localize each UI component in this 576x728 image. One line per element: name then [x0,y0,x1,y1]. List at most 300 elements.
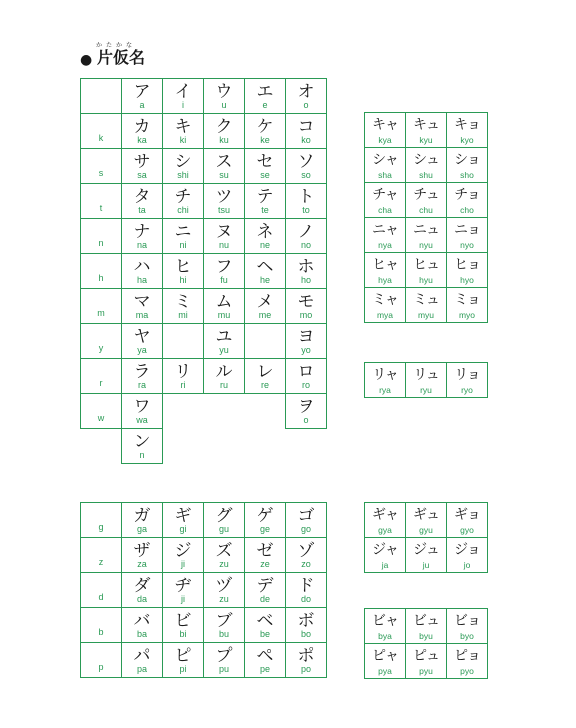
heading-furigana: かたかな [96,42,137,49]
kana-cell [162,253,204,289]
kana-glyph: ギョ [454,507,480,523]
kana-cell [285,642,327,678]
yoon-cell [405,112,447,148]
romaji-label: no [300,240,311,250]
kana-glyph: ミャ [372,292,398,308]
kana-cell [121,288,163,324]
romaji-label: kyu [419,135,433,145]
kana-glyph: ゼ [256,541,274,561]
romaji-label: o [303,100,309,110]
kana-glyph: エ [256,82,274,102]
romaji-label: u [221,100,227,110]
romaji-label: pe [259,664,270,674]
romaji-label: ja [381,560,389,570]
romaji-label: mi [178,310,188,320]
kana-glyph: グ [215,506,233,526]
kana-cell [285,253,327,289]
yoon-cell [446,362,488,398]
kana-glyph: セ [256,152,274,172]
kana-glyph: ユ [215,327,233,347]
kana-glyph: ギュ [413,507,439,523]
kana-glyph: ラ [133,362,151,382]
kana-glyph: ビャ [372,613,398,629]
kana-glyph: ド [297,576,315,596]
kana-glyph: タ [133,187,151,207]
kana-glyph: ピュ [413,648,439,664]
kana-glyph: シュ [413,152,439,168]
romaji-label: shi [177,170,189,180]
row-label: k [80,113,122,149]
row-label: s [80,148,122,184]
kana-cell [203,358,245,394]
yoon-cell [364,362,406,398]
kana-cell [121,323,163,359]
kana-cell [203,218,245,254]
romaji-label: te [261,205,269,215]
kana-glyph: ジャ [372,542,398,558]
romaji-label: nyo [460,240,474,250]
kana-glyph: ロ [297,362,315,382]
romaji-label: hi [179,275,187,285]
romaji-label: chi [177,205,189,215]
row-label: h [80,253,122,289]
yoon-cell [364,608,406,644]
kana-glyph: ギ [174,506,192,526]
kana-cell [285,78,327,114]
yoon-cell [446,147,488,183]
kana-cell [203,572,245,608]
romaji-label: ba [136,629,147,639]
kana-glyph: ピャ [372,648,398,664]
romaji-label: hyu [419,275,433,285]
kana-glyph: チャ [372,187,398,203]
kana-cell [285,393,327,429]
romaji-label: ho [300,275,311,285]
kana-glyph: チュ [413,187,439,203]
romaji-label: ya [137,345,147,355]
kana-cell [162,358,204,394]
kana-cell [244,113,286,149]
kana-glyph: ヨ [297,327,315,347]
kana-cell [203,183,245,219]
kana-cell [285,288,327,324]
kana-cell [244,218,286,254]
romaji-label: a [139,100,145,110]
kana-glyph: パ [133,646,151,666]
yoon-cell [364,643,406,679]
romaji-label: pa [136,664,147,674]
kana-cell [162,642,204,678]
yoon-cell [364,502,406,538]
kana-glyph: プ [215,646,233,666]
yoon-cell [446,217,488,253]
kana-glyph: ヒョ [454,257,480,273]
romaji-label: da [136,594,147,604]
yoon-cell [364,252,406,288]
yoon-cell [364,217,406,253]
kana-glyph: チ [174,187,192,207]
kana-glyph: ポ [297,646,315,666]
kana-glyph: リャ [372,367,398,383]
romaji-label: ze [260,559,270,569]
page-title: 片仮名 [97,48,146,67]
row-label: t [80,183,122,219]
kana-cell [244,358,286,394]
romaji-label: yu [219,345,229,355]
romaji-label: ro [301,380,310,390]
kana-glyph: ウ [215,82,233,102]
kana-glyph: ヂ [174,576,192,596]
romaji-label: ryu [420,385,432,395]
yoon-cell [364,287,406,323]
kana-glyph: ビョ [454,613,480,629]
kana-cell [162,148,204,184]
kana-glyph: ブ [215,611,233,631]
kana-cell [203,502,245,538]
row-label [80,78,122,114]
romaji-label: be [259,629,270,639]
kana-cell [162,218,204,254]
romaji-label: ku [219,135,229,145]
romaji-label: sho [460,170,474,180]
kana-glyph: ニュ [413,222,439,238]
kana-glyph: ダ [133,576,151,596]
yoon-cell [405,252,447,288]
kana-glyph: ショ [454,152,480,168]
bullet-icon: ● [80,52,93,68]
kana-cell [203,607,245,643]
romaji-label: yo [301,345,311,355]
kana-cell [244,148,286,184]
yoon-cell [405,537,447,573]
kana-glyph: サ [133,152,151,172]
romaji-label: hya [378,275,392,285]
yoon-cell [364,182,406,218]
kana-cell [285,148,327,184]
kana-cell [162,113,204,149]
romaji-label: wa [136,415,148,425]
kana-glyph: ザ [133,541,151,561]
kana-glyph: ム [215,292,233,312]
yoon-cell [446,252,488,288]
kana-glyph: バ [133,611,151,631]
kana-cell [121,393,163,429]
kana-glyph: ゲ [256,506,274,526]
row-label: p [80,642,122,678]
kana-cell [203,537,245,573]
row-label: b [80,607,122,643]
yoon-cell [405,287,447,323]
kana-cell [121,148,163,184]
kana-cell [285,607,327,643]
romaji-label: pi [179,664,187,674]
kana-cell [121,502,163,538]
kana-cell [244,502,286,538]
kana-glyph: ヤ [133,327,151,347]
romaji-label: he [259,275,270,285]
romaji-label: gya [378,525,392,535]
yoon-cell [446,112,488,148]
romaji-label: mu [217,310,231,320]
kana-cell [121,358,163,394]
yoon-cell [405,643,447,679]
kana-glyph: レ [256,362,274,382]
yoon-cell [446,537,488,573]
kana-cell [162,572,204,608]
row-label: d [80,572,122,608]
yoon-cell [405,147,447,183]
kana-cell [121,428,163,464]
romaji-label: ma [135,310,149,320]
kana-glyph: シ [174,152,192,172]
kana-cell [162,183,204,219]
kana-glyph: マ [133,292,151,312]
romaji-label: ko [301,135,311,145]
yoon-cell [446,287,488,323]
kana-glyph: ケ [256,117,274,137]
kana-glyph: ジュ [413,542,439,558]
romaji-label: gu [218,524,229,534]
kana-glyph: ジ [174,541,192,561]
kana-cell [121,183,163,219]
yoon-cell [364,537,406,573]
kana-glyph: ボ [297,611,315,631]
kana-glyph: ペ [256,646,274,666]
yoon-cell [446,608,488,644]
romaji-label: zu [219,559,229,569]
kana-cell [121,113,163,149]
romaji-label: ka [137,135,147,145]
romaji-label: shu [419,170,433,180]
romaji-label: na [136,240,147,250]
row-label: n [80,218,122,254]
romaji-label: ra [137,380,146,390]
row-label: y [80,323,122,359]
kana-cell [162,537,204,573]
romaji-label: ge [259,524,270,534]
romaji-label: myu [417,310,435,320]
romaji-label: sha [378,170,392,180]
romaji-label: pu [218,664,229,674]
yoon-cell [405,608,447,644]
romaji-label: bu [218,629,229,639]
kana-cell [244,78,286,114]
kana-glyph: ヲ [297,397,315,417]
kana-glyph: ノ [297,222,315,242]
romaji-label: ju [422,560,430,570]
kana-glyph: ク [215,117,233,137]
romaji-label: pya [378,666,392,676]
kana-glyph: リョ [454,367,480,383]
romaji-label: su [219,170,229,180]
yoon-cell [405,502,447,538]
kana-glyph: フ [215,257,233,277]
kana-glyph: ハ [133,257,151,277]
kana-glyph: ジョ [454,542,480,558]
romaji-label: rya [379,385,391,395]
romaji-label: mya [376,310,394,320]
romaji-label: tsu [217,205,230,215]
romaji-label: kyo [460,135,474,145]
kana-cell [121,253,163,289]
romaji-label: bo [300,629,311,639]
kana-glyph: ガ [133,506,151,526]
romaji-label: myo [458,310,476,320]
kana-glyph: ニ [174,222,192,242]
romaji-label: byo [460,631,474,641]
kana-cell [162,607,204,643]
kana-glyph: テ [256,187,274,207]
kana-cell [162,78,204,114]
romaji-label: fu [220,275,228,285]
kana-cell [203,323,245,359]
romaji-label: jo [463,560,471,570]
kana-glyph: ホ [297,257,315,277]
romaji-label: so [301,170,311,180]
kana-glyph: ニャ [372,222,398,238]
kana-cell [285,183,327,219]
kana-glyph: ツ [215,187,233,207]
kana-glyph: モ [297,292,315,312]
romaji-label: bya [378,631,392,641]
row-label: r [80,358,122,394]
romaji-label: do [300,594,311,604]
romaji-label: ri [180,380,186,390]
romaji-label: za [137,559,147,569]
kana-glyph: ソ [297,152,315,172]
romaji-label: cho [460,205,474,215]
kana-cell [244,253,286,289]
romaji-label: zu [219,594,229,604]
kana-cell [121,642,163,678]
romaji-label: to [302,205,310,215]
kana-glyph: カ [133,117,151,137]
row-label: z [80,537,122,573]
kana-cell [203,253,245,289]
romaji-label: pyo [460,666,474,676]
kana-cell [203,642,245,678]
romaji-label: ta [138,205,146,215]
romaji-label: se [260,170,270,180]
kana-glyph: ゾ [297,541,315,561]
kana-glyph: ズ [215,541,233,561]
kana-glyph: キ [174,117,192,137]
kana-cell [121,218,163,254]
romaji-label: bi [179,629,187,639]
romaji-label: ji [181,594,185,604]
romaji-label: gyo [460,525,474,535]
kana-glyph: ビ [174,611,192,631]
romaji-label: i [182,100,184,110]
kana-glyph: ビュ [413,613,439,629]
kana-cell [285,218,327,254]
romaji-label: hyo [460,275,474,285]
row-label: w [80,393,122,429]
kana-glyph: イ [174,82,192,102]
kana-glyph: ヒャ [372,257,398,273]
yoon-cell [446,502,488,538]
romaji-label: nyu [419,240,433,250]
kana-cell [244,537,286,573]
kana-cell [121,572,163,608]
kana-cell [203,148,245,184]
romaji-label: gyu [419,525,433,535]
romaji-label: gi [179,524,187,534]
kana-glyph: ヘ [256,257,274,277]
kana-cell [244,642,286,678]
kana-cell [203,78,245,114]
romaji-label: chu [419,205,433,215]
romaji-label: ni [179,240,187,250]
kana-glyph: キャ [372,117,398,133]
romaji-label: go [300,524,311,534]
yoon-cell [446,182,488,218]
kana-glyph: ピ [174,646,192,666]
kana-cell [285,537,327,573]
yoon-cell [405,182,447,218]
romaji-label: kya [378,135,392,145]
kana-glyph: ミュ [413,292,439,308]
romaji-label: n [139,450,145,460]
romaji-label: pyu [419,666,433,676]
kana-glyph: オ [297,82,315,102]
kana-cell [121,78,163,114]
kana-glyph: ナ [133,222,151,242]
romaji-label: me [258,310,272,320]
romaji-label: o [303,415,309,425]
kana-glyph: チョ [454,187,480,203]
kana-glyph: ヒ [174,257,192,277]
kana-cell [203,288,245,324]
kana-glyph: キョ [454,117,480,133]
row-label: m [80,288,122,324]
kana-cell [121,607,163,643]
kana-glyph: リュ [413,367,439,383]
romaji-label: ki [179,135,187,145]
kana-glyph: ト [297,187,315,207]
kana-cell [285,572,327,608]
romaji-label: nya [378,240,392,250]
kana-cell [285,323,327,359]
kana-glyph: ギャ [372,507,398,523]
romaji-label: sa [137,170,147,180]
romaji-label: mo [299,310,313,320]
kana-glyph: ネ [256,222,274,242]
kana-glyph: ル [215,362,233,382]
yoon-cell [364,147,406,183]
romaji-label: ga [136,524,147,534]
kana-glyph: ミョ [454,292,480,308]
kana-glyph: ミ [174,292,192,312]
romaji-label: ke [260,135,270,145]
kana-glyph: ベ [256,611,274,631]
romaji-label: e [262,100,268,110]
kana-cell [285,358,327,394]
kana-cell [162,502,204,538]
romaji-label: re [260,380,269,390]
kana-glyph: ヒュ [413,257,439,273]
kana-cell [285,113,327,149]
kana-glyph: ピョ [454,648,480,664]
kana-glyph: ン [133,432,151,452]
kana-cell [244,607,286,643]
kana-glyph: ア [133,82,151,102]
kana-glyph: デ [256,576,274,596]
kana-glyph: シャ [372,152,398,168]
kana-cell [162,288,204,324]
kana-glyph: キュ [413,117,439,133]
romaji-label: ru [219,380,228,390]
